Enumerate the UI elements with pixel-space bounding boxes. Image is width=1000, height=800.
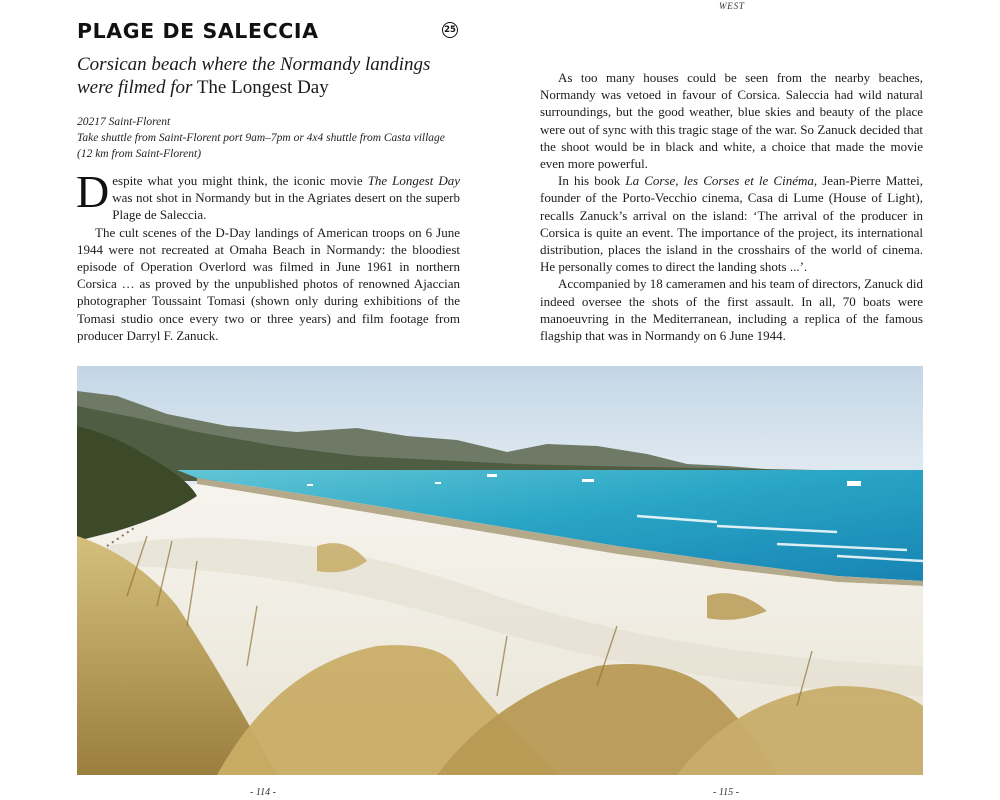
address-postcode-town: 20217 Saint-Florent [77,116,171,128]
left-paragraph-2: The cult scenes of the D-Day landings of American troops on 6 June 1944 were not recreated at Omaha Beach in Normandy: the bloodiest episode of Operation Overlord was filmed in June 1961 in northern Corsica … as proved by the unpublished photos of renowned Ajaccian photographer Toussaint Tomasi (shown only during exhibitions of the Tomasi studio once every two or three years) and film footage from producer Darryl F. Zanuck. [77,224,460,343]
right-text-column [540,69,923,344]
beach-photograph [77,366,923,775]
right-paragraph-2-start: In his book [558,173,626,189]
page-number-right: - 115 - [713,787,739,798]
book-title-italic: La Corse, les Corses et le Cinéma [625,173,814,189]
page-number-left: - 114 - [250,787,276,798]
page-title: PLAGE DE SALECCIA [77,19,319,43]
film-title-italic: The Longest Day [367,173,460,188]
page-subtitle [77,53,467,99]
location-number-badge: 25 [442,22,458,38]
right-paragraph-2 [540,172,923,275]
right-paragraph-1: As too many houses could be seen from the nearby beaches, Normandy was vetoed in favour of Corsica. Saleccia had wild natural surroundings, but the good weather, blue skies and beauty of the place were out of sync with this tragic stage of the war. So Zanuck decided that the shoot would be in black and white, a choice that made the movie even more powerful. [540,70,923,172]
address-access-info: Take shuttle from Saint-Florent port 9am–7pm or 4x4 shuttle from Casta village (12 km from Saint-Florent) [77,132,445,160]
subtitle-italic-text: Corsican beach where the Normandy landings were filmed for [77,54,431,98]
drop-cap-letter: D [76,166,110,217]
left-text-column [76,166,460,344]
right-paragraph-2-end: , Jean-Pierre Mattei, founder of the Porto-Vecchio cinema, Casa di Lume (House of Light), recalls Zanuck’s arrival on the island: ‘The arrival of the producer in Corsica is quite an event. The importance of the project, its international distribution, places the island in the crosshairs of the world of cinema. He personally comes to direct the landing shots ...’. [540,173,924,275]
running-header-section: WEST [719,1,745,11]
left-paragraph-1 [76,166,460,224]
left-paragraph-1-start: espite what you might think, the iconic movie [112,173,368,188]
address-block [77,114,462,162]
left-paragraph-1-end: was not shot in Normandy but in the Agriates desert on the superb Plage de Saleccia. [112,190,460,223]
right-paragraph-3: Accompanied by 18 cameramen and his team of directors, Zanuck did indeed oversee the shots of the first assault. In all, 70 boats were manoeuvring in the Mediterranean, including a replica of the famous flagship that was in Normandy on 6 June 1944. [540,276,923,344]
subtitle-film-title: The Longest Day [196,77,329,98]
